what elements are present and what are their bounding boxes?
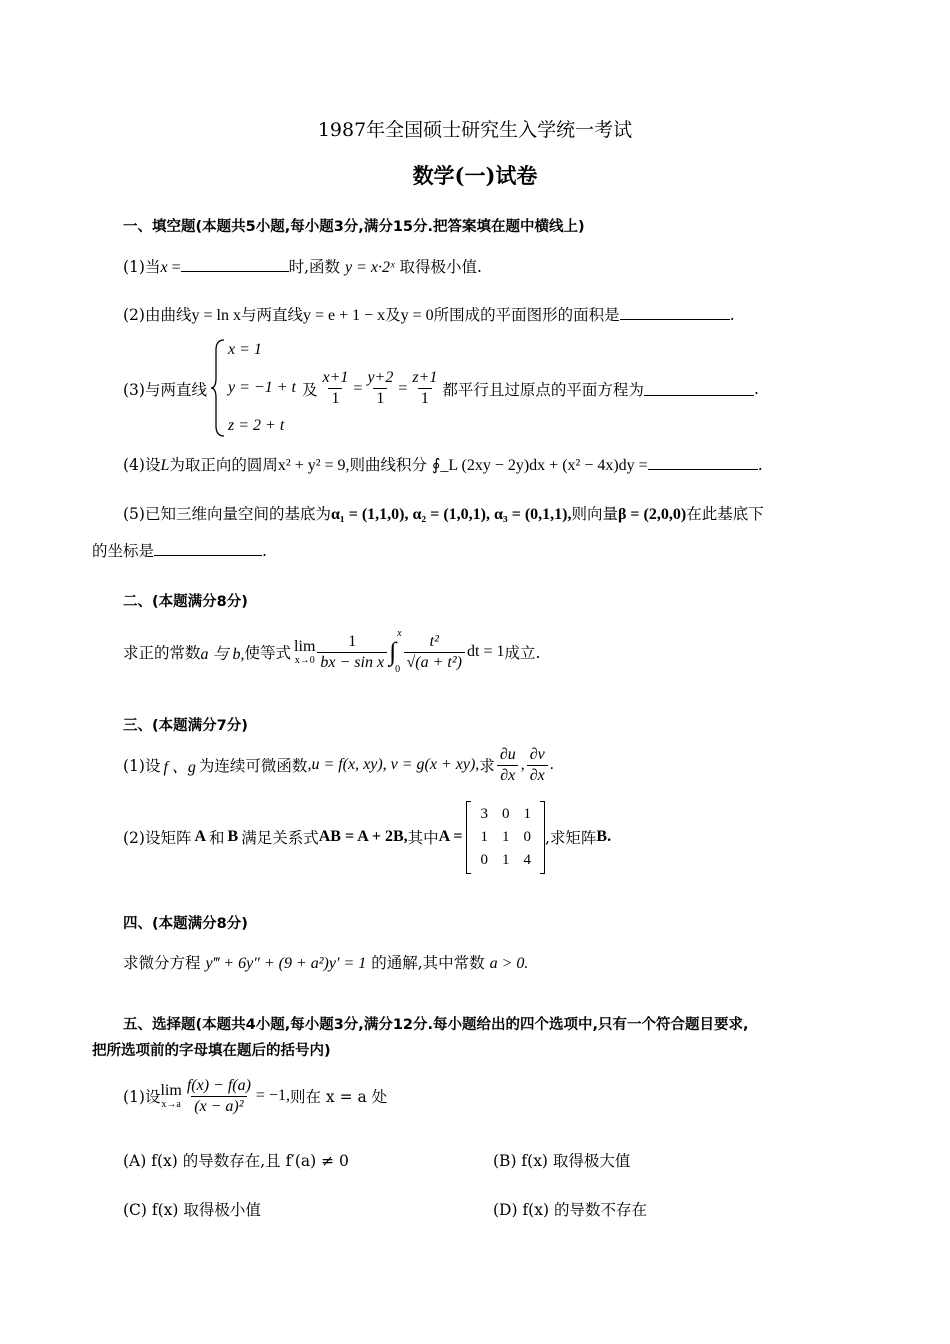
frac-den: (x − a)² [191, 1096, 246, 1117]
q1-5-line2: 的坐标是 [92, 542, 155, 560]
s5-q1-prefix: (1)设 [123, 1088, 161, 1106]
q1-2-curve: y = ln x [191, 307, 241, 324]
lim-sub: x→a [161, 1099, 181, 1110]
s3-q2-where: 其中 [407, 829, 439, 847]
question-3-2 [123, 796, 611, 878]
frac-num: x+1 [322, 369, 349, 386]
s2-prefix: 求正的常数 [123, 644, 201, 662]
q1-1-prefix: (1)当 [123, 258, 161, 276]
question-1-1: (1)当x = 时,函数 y = x·2ˣ 取得极小值. [123, 258, 482, 276]
frac-num: 1 [348, 632, 357, 650]
section-1-heading: 一、填空题(本题共5小题,每小题3分,满分15分.把答案填在题中横线上) [123, 219, 585, 235]
matrix-cell: 0 [501, 805, 510, 822]
frac-num: ∂u [499, 745, 516, 763]
s4-mid: 的通解,其中常数 [371, 954, 485, 972]
section-5-heading-cont: 把所选项前的字母填在题后的括号内) [92, 1043, 331, 1059]
int-lower: 0 [395, 664, 401, 675]
frac-num: y+2 [367, 369, 394, 386]
int-upper: x [397, 628, 402, 639]
q1-4-circle: x² + y² = 9, [277, 457, 350, 474]
s5-q1-eq: = −1, [255, 1087, 290, 1104]
s3-q2-prefix: (2)设矩阵 [123, 829, 192, 847]
s2-mid: 使等式 [244, 644, 292, 662]
q1-4-L: L [160, 457, 170, 474]
section-2-heading: 二、(本题满分8分) [123, 594, 248, 610]
question-3-1: (1)设 f 、g 为连续可微函数 ,u = f(x, xy), v = g(x + xy), 求 $\frac{\partial u}{\partial x}$ , $\frac{\partial v}{\partial x}$ . [123, 745, 554, 784]
s4-cond: a > 0. [489, 955, 529, 972]
frac-den: ∂x [497, 765, 518, 786]
frac-den: 1 [373, 388, 387, 409]
q1-2-mid: 与两直线 [240, 306, 303, 324]
matrix-cell: 1 [501, 828, 510, 845]
option-C[interactable]: (C) f(x) 取得极小值 [123, 1201, 261, 1219]
s2-ab: a 与 b, [200, 645, 245, 663]
q1-5-tail: 在此基底下 [686, 505, 764, 523]
q1-5-prefix: (5)已知三维向量空间的基底为 [123, 505, 331, 523]
exam-subtitle: 数学(一)试卷 [412, 163, 538, 188]
s4-prefix: 求微分方程 [123, 954, 201, 972]
q1-2-tail: 所围成的平面图形的面积是 [433, 306, 620, 324]
matrix-cell: 4 [523, 851, 531, 868]
section-4-question [123, 953, 528, 974]
integral-sign-icon: ∫ [389, 637, 397, 666]
section-3-heading: 三、(本题满分7分) [123, 718, 248, 734]
s3-q2-B: B [227, 828, 239, 845]
q1-2-line: y = e + 1 − x [302, 307, 386, 324]
s3-q2-A: A [194, 828, 207, 845]
q1-5-mid: 则向量 [571, 505, 618, 523]
frac-num: f(x) − f(a) [186, 1076, 251, 1094]
q1-2-and: 及 [385, 306, 401, 324]
question-1-5 [123, 504, 764, 525]
s3-q2-mid: 满足关系式 [241, 829, 319, 847]
s3-q2-and: 和 [209, 829, 225, 847]
frac-den: √(a + t²) [404, 652, 465, 673]
option-D[interactable]: (D) f(x) 的导数不存在 [493, 1201, 647, 1219]
q1-5-basis: α₁ = (1,1,0), α₂ = (1,0,1), α₃ = (0,1,1), [330, 506, 572, 523]
s3-q1-mid: 为连续可微函数 [198, 757, 308, 775]
question-1-2: (2)由曲线y = ln x与两直线y = e + 1 − x及y = 0所围成的平面图形的面积是 . [123, 306, 735, 324]
question-1-5-cont: 的坐标是 . [92, 542, 267, 560]
s3-q2-Aeq: A = [438, 828, 463, 845]
frac-den: 1 [418, 388, 432, 409]
q1-5-beta: β = (2,0,0) [617, 506, 687, 523]
q1-3-and: 及 [302, 380, 318, 399]
s2-tail: 成立. [504, 644, 541, 662]
s3-q1-ask: 求 [479, 757, 495, 775]
s3-q1-prefix: (1)设 [123, 757, 161, 775]
answer-blank[interactable] [644, 381, 754, 396]
lim-sub: x→0 [294, 655, 315, 666]
matrix-cell: 0 [523, 828, 531, 845]
q1-3-tail: 都平行且过原点的平面方程为 [442, 380, 644, 399]
section-2-question [123, 624, 540, 680]
option-A[interactable]: (A) f(x) 的导数存在,且 f′(a) ≠ 0 [123, 1152, 349, 1170]
matrix-cell: 3 [480, 805, 488, 822]
s3-q2-tail: ,求矩阵 [544, 829, 597, 847]
q1-1-tail: 取得极小值. [399, 258, 482, 276]
lim-label: lim [160, 1082, 182, 1099]
q1-1-func: y = x·2ˣ [344, 259, 395, 276]
s3-q1-math: ,u = f(x, xy), v = g(x + xy), [307, 756, 480, 773]
q1-4-prefix: (4)设 [123, 456, 161, 474]
matrix-A [466, 801, 545, 874]
q1-3-sys-1: x = 1 [228, 341, 262, 358]
q1-3-sys-3: z = 2 + t [228, 417, 285, 434]
lim-label: lim [294, 638, 316, 655]
question-5-1 [123, 1072, 387, 1120]
matrix-cell: 1 [523, 805, 531, 822]
q1-1-after: 时,函数 [288, 258, 341, 276]
left-brace-icon [210, 338, 228, 438]
question-1-4: (4)设L为取正向的圆周x² + y² = 9,则曲线积分 ∮_L (2xy − 2y)dx + (x² − 4x)dy = . [123, 456, 763, 474]
q1-3-prefix: (3)与两直线 [123, 381, 207, 399]
frac-num: ∂v [529, 745, 545, 763]
frac-den: ∂x [527, 765, 548, 786]
matrix-cell: 1 [501, 851, 510, 868]
q1-4-integral: ∮_L (2xy − 2y)dx + (x² − 4x)dy = [431, 457, 648, 474]
s3-q2-eq: AB = A + 2B, [318, 828, 408, 845]
s3-q2-Bend: B. [596, 828, 612, 845]
answer-blank[interactable] [620, 305, 730, 320]
q1-4-mid: 为取正向的圆周 [169, 456, 278, 474]
section-4-heading: 四、(本题满分8分) [123, 916, 248, 932]
frac-den: 1 [328, 388, 342, 409]
q1-2-line2: y = 0 [400, 307, 434, 324]
answer-blank[interactable] [154, 541, 262, 556]
answer-blank[interactable] [648, 455, 758, 470]
s5-q1-tail: 则在 x = a 处 [289, 1088, 388, 1106]
s2-int-tail: dt = 1 [467, 643, 505, 660]
frac-num: z+1 [412, 369, 438, 386]
answer-blank[interactable] [181, 257, 289, 272]
frac-num: t² [429, 632, 439, 650]
section-5-heading: 五、选择题(本题共4小题,每小题3分,满分12分.每小题给出的四个选项中,只有一个符合题目要求, [123, 1017, 749, 1033]
matrix-cell: 0 [480, 851, 488, 868]
option-B[interactable]: (B) f(x) 取得极大值 [493, 1152, 631, 1170]
frac-den: bx − sin x [317, 652, 387, 673]
exam-title: 1987年全国硕士研究生入学统一考试 [317, 119, 633, 141]
matrix-cell: 1 [480, 828, 488, 845]
s4-ode: y‴ + 6y″ + (9 + a²)y′ = 1 [205, 955, 367, 972]
q1-3-line2: 及 $\frac{x+1}{1}$ = $\frac{y+2}{1}$ = $\frac{z+1}{1}$ 都平行且过原点的平面方程为 . [302, 369, 759, 407]
q1-3-sys-2: y = −1 + t [228, 379, 296, 396]
s3-q1-fg: f 、g [163, 758, 196, 776]
q1-2-prefix: (2)由曲线 [123, 306, 192, 324]
q1-4-mid2: 则曲线积分 [349, 456, 428, 474]
